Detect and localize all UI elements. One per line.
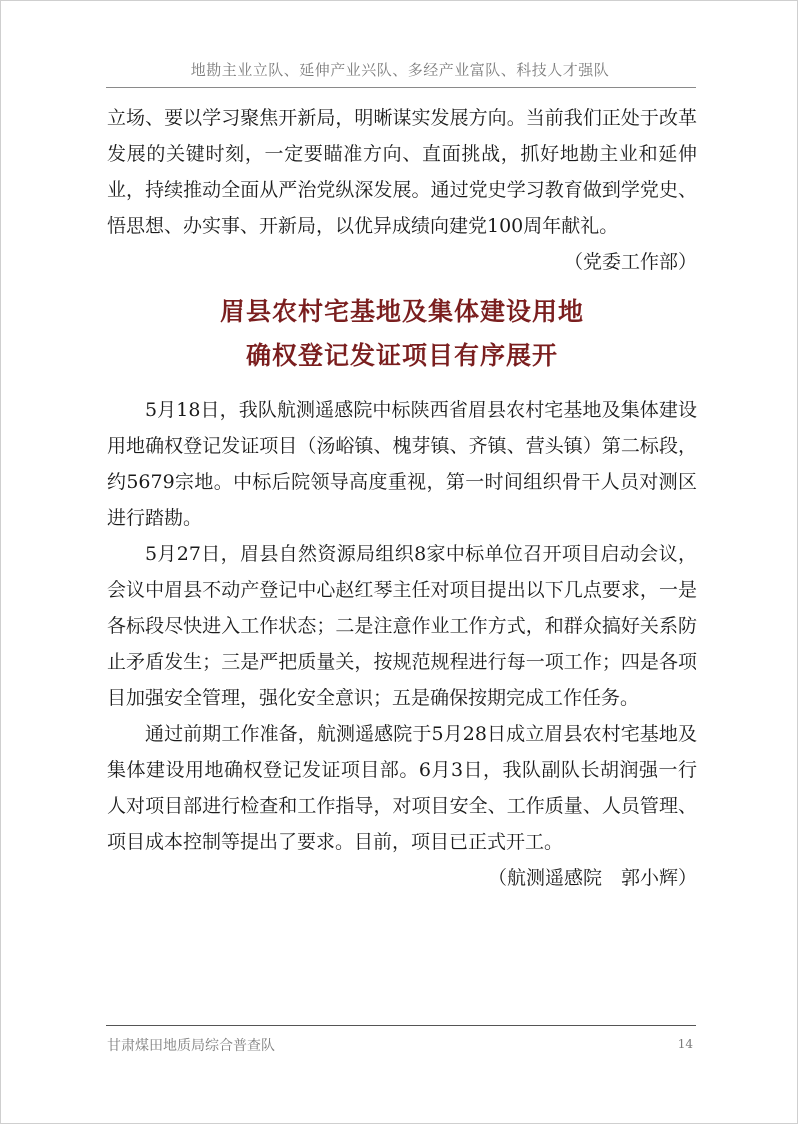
- previous-article-continuation: 立场、要以学习聚焦开新局，明晰谋实发展方向。当前我们正处于改革发展的关键时刻，一定要瞄准方向、直面挑战，抓好地勘主业和延伸业，持续推动全面从严治党纵深发展。通过党史学习教育做到学党史、悟思想、办实事、开新局，以优异成绩向建党100周年献礼。: [107, 107, 697, 237]
- article-paragraph: 5月27日，眉县自然资源局组织8家中标单位召开项目启动会议，会议中眉县不动产登记中心赵红琴主任对项目提出以下几点要求，一是各标段尽快进入工作状态；二是注意作业工作方式，和群众搞好关系防止矛盾发生；三是严把质量关，按规范规程进行每一项工作；四是各项目加强安全管理，强化安全意识；五是确保按期完成工作任务。: [107, 543, 697, 709]
- article-signature: （航测遥感院 郭小辉）: [487, 867, 697, 889]
- page-content: [107, 100, 697, 896]
- footer-organization: 甘肃煤田地质局综合普查队: [107, 1038, 275, 1054]
- header-divider: [106, 87, 696, 88]
- article-paragraph: 5月18日，我队航测遥感院中标陕西省眉县农村宅基地及集体建设用地确权登记发证项目（汤峪镇、槐芽镇、齐镇、营头镇）第二标段，约5679宗地。中标后院领导高度重视，第一时间组织骨干人员对测区进行踏勘。: [107, 399, 697, 529]
- page-number: 14: [677, 1037, 693, 1051]
- article-title-line-1: 眉县农村宅基地及集体建设用地: [219, 297, 584, 326]
- article-paragraph: 通过前期工作准备，航测遥感院于5月28日成立眉县农村宅基地及集体建设用地确权登记发证项目部。6月3日，我队副队长胡润强一行人对项目部进行检查和工作指导，对项目安全、工作质量、人员管理、项目成本控制等提出了要求。目前，项目已正式开工。: [107, 723, 697, 853]
- previous-article-signature: （党委工作部）: [563, 251, 697, 273]
- article-title-line-2: 确权登记发证项目有序展开: [245, 341, 558, 370]
- header-slogan: 地勘主业立队、延伸产业兴队、多经产业富队、科技人才强队: [190, 61, 610, 79]
- article-title: [107, 290, 697, 378]
- footer-divider: [106, 1025, 696, 1026]
